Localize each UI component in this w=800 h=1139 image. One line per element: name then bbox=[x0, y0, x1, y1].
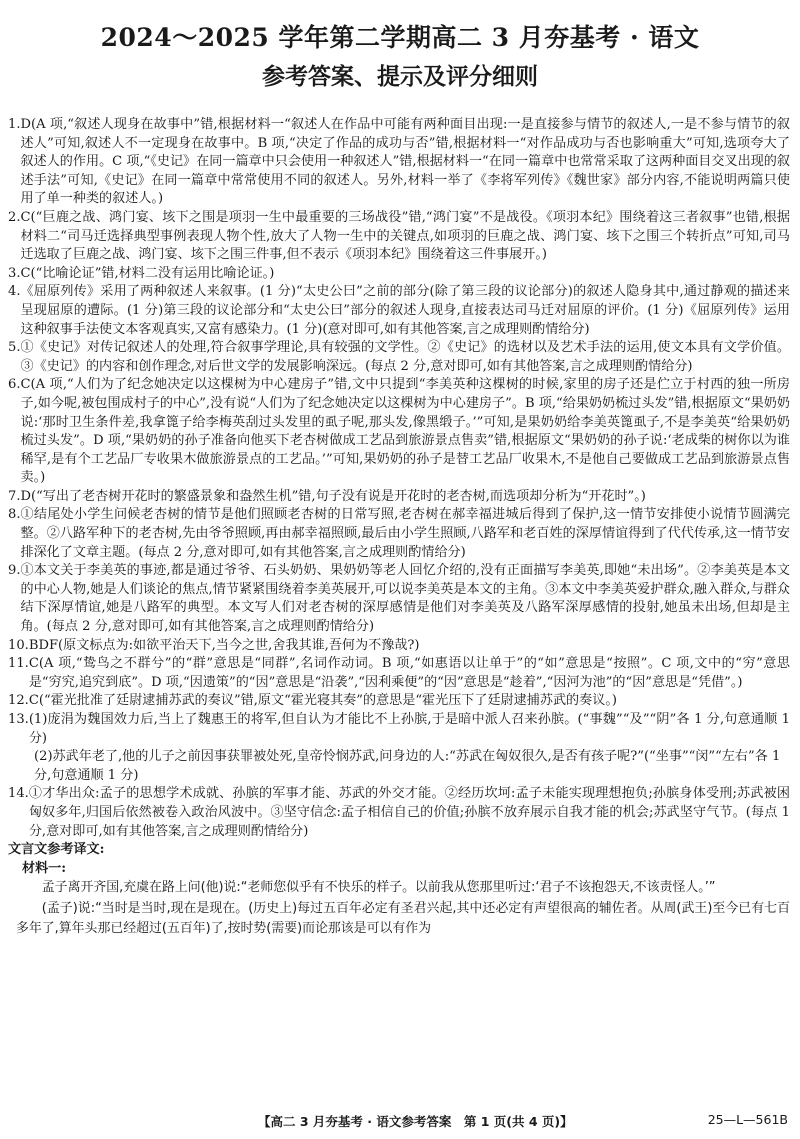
answer-text: C(“霍光批准了廷尉逮捕苏武的奏议”错,原文“霍光寝其奏”的意思是“霍光压下了廷尉逮捕苏武的奏议。) bbox=[28, 693, 617, 709]
answer-item-4 bbox=[8, 283, 790, 339]
answer-text: D(A 项,“叙述人现身在故事中”错,根据材料一“叙述人在作品中可能有两种面目出现:一是直接参与情节的叙述人,一是不参与情节的叙述人”可知,叙述人不一定现身在故事中。B 项,“决定了作品的成功与否”错,根据材料一“对作品成功与否也影响重大”可知,选项夸大了叙述人的作用。C 项,“《史记》在同一篇章中只会使用一种叙述人”错,根据材料一“在同一篇章中也常常采取了这两种面目交叉出现的叙述手法”可知,《史记》在同一篇章中常常使用不同的叙述人。另外,材料一举了《李将军列传》《魏世家》部分内容,不能说明两篇只使用了单一种类的叙述人。) bbox=[20, 117, 790, 207]
answer-number: 13. bbox=[8, 712, 29, 727]
answer-number: 9. bbox=[8, 563, 21, 579]
answer-item-7 bbox=[8, 488, 790, 507]
material-label: 材料一: bbox=[22, 860, 67, 876]
answer-text: C(“比喻论证”错,材料二没有运用比喻论证。) bbox=[20, 265, 275, 281]
page-subtitle: 参考答案、提示及评分细则 bbox=[262, 63, 538, 90]
answer-number: 14. bbox=[8, 786, 29, 802]
answer-text: C(A 项,“鸷鸟之不群兮”的“群”意思是“同群”,名词作动词。B 项,“如惠语以让单于”的“如”意思是“按照”。C 项,文中的“穷”意思是“穷究,追究到底”。D 项,“因遗策”的“因”意思是“沿袭”,“因利乘便”的“因”意思是“趁着”,“因河为池”的“因”意思是“凭借”。) bbox=[28, 656, 790, 690]
page-footer bbox=[0, 1112, 800, 1132]
translation-heading: 文言文参考译文: bbox=[8, 842, 105, 858]
answer-number: 2. bbox=[8, 209, 21, 225]
answer-text: ①结尾处小学生问候老杏树的情节是他们照顾老杏树的日常写照,老杏树在郝幸福进城后得到了保护,这一情节安排使小说情节圆满完整。②八路军种下的老杏树,先由爷爷照顾,再由郝幸福照顾,最后由小学生照顾,八路军和老百姓的深厚情谊得到了代代传承,这一情节安排深化了文章主题。(每点 2 分,意对即可,如有其他答案,言之成理则酌情给分) bbox=[20, 507, 790, 560]
answer-text: ①《史记》对传记叙述人的处理,符合叙事学理论,具有较强的文学性。②《史记》的选材以及艺术手法的运用,使文本具有文学价值。③《史记》的内容和创作理念,对后世文学的发展影响深远。(每点 2 分,意对即可,如有其他答案,言之成理则酌情给分) bbox=[20, 340, 790, 374]
answer-number: 10. bbox=[8, 637, 29, 653]
answer-item-3 bbox=[8, 265, 790, 284]
answer-item-10 bbox=[8, 637, 790, 656]
answer-item-5 bbox=[8, 339, 790, 376]
footer-page-info: 【高二 3 月夯基考 · 语文参考答案 第 1 页(共 4 页)】 bbox=[258, 1114, 573, 1129]
footer-code: 25—L—561B bbox=[707, 1112, 788, 1127]
answer-text: ①才华出众:孟子的思想学术成就、孙膑的军事才能、苏武的外交才能。②经历坎坷:孟子未能实现理想抱负;孙膑身体受刑;苏武被困匈奴多年,归国后依然被卷入政治风波中。③坚守信念:孟子相信自己的价值;孙膑不放弃展示自我才能的机会;苏武坚守气节。(每点 1 分,意对即可,如有其他答案,言之成理则酌情给分) bbox=[28, 786, 790, 839]
answer-13-part-2: (2)苏武年老了,他的儿子之前因事获罪被处死,皇帝怜悯苏武,问身边的人:“苏武在匈奴很久,是否有孩子呢?”(“坐事”“闵”“左右”各 1 分,句意通顺 1 分) bbox=[34, 749, 781, 783]
answer-item-1 bbox=[8, 116, 790, 209]
answer-body bbox=[8, 116, 790, 940]
answer-number: 4. bbox=[8, 284, 21, 300]
answer-text: C(A 项,“人们为了纪念她决定以这棵树为中心建房子”错,文中只提到“李美英种这棵树的时候,家里的房子还是伫立于村西的独一所房子,如今呢,被包围成村子的中心”,没有说“人们为了纪念她决定以这棵树为中心建房子”。B 项,“给果奶奶梳过头发”错,根据原文“果奶奶说:‘那时卫生条件差,我拿篦子给李梅英刮过头发里的虱子呢,那头发,像黑缎子。’”可知,是果奶奶给李美英篦虱子,不是李美英“给果奶奶梳过头发”。D 项,“果奶奶的孙子准备向他买下老杏树做成工艺品到旅游景点售卖”错,根据原文“果奶奶的孙子说:‘老成柴的树你以为谁稀罕,是有个工艺品厂专收果木做旅游景点的工艺品。’”可知,果奶奶的孙子是替工艺品厂收果木,不是他自己要做成工艺品到旅游景点售卖。) bbox=[20, 377, 790, 486]
answer-item-8 bbox=[8, 506, 790, 562]
translation-paragraph: (孟子)说:“当时是当时,现在是现在。(历史上)每过五百年必定有圣君兴起,其中还必定有声望很高的辅佐者。从周(武王)至今已有七百多年了,算年头那已经超过(五百年)了,按时势(需要)而论那该是可以有作为 bbox=[16, 900, 790, 937]
answer-text: (1)庞涓为魏国效力后,当上了魏惠王的将军,但自认为才能比不上孙膑,于是暗中派人召来孙膑。(“事魏”“及”“阴”各 1 分,句意通顺 1 分) bbox=[28, 712, 790, 746]
answer-item-9 bbox=[8, 562, 790, 636]
answer-item-13 bbox=[8, 711, 790, 748]
answer-item-2 bbox=[8, 209, 790, 265]
answer-number: 1. bbox=[8, 117, 21, 132]
answer-number: 7. bbox=[8, 488, 21, 504]
answer-item-12 bbox=[8, 692, 790, 711]
page-title: 2024～2025 学年第二学期高二 3 月夯基考 · 语文 bbox=[100, 23, 700, 52]
answer-item-11 bbox=[8, 655, 790, 692]
answer-text: BDF(原文标点为:如欲平治天下,当今之世,舍我其谁,吾何为不豫哉?) bbox=[28, 637, 420, 653]
answer-number: 3. bbox=[8, 265, 21, 281]
translation-paragraph: 孟子离开齐国,充虞在路上问(他)说:“老师您似乎有不快乐的样子。以前我从您那里听过:‘君子不该抱怨天,不该责怪人。’” bbox=[41, 880, 716, 896]
answer-number: 5. bbox=[8, 340, 21, 356]
answer-item-6 bbox=[8, 376, 790, 488]
answer-number: 12. bbox=[8, 693, 29, 709]
answer-number: 8. bbox=[8, 507, 21, 523]
answer-item-14 bbox=[8, 785, 790, 841]
answer-text: C(“巨鹿之战、鸿门宴、垓下之围是项羽一生中最重要的三场战役”错,“鸿门宴”不是战役。《项羽本纪》围绕着这三者叙事”也错,根据材料二“司马迁选择典型事例表现人物个性,放大了人物一生中的关键点,如项羽的巨鹿之战、鸿门宴、垓下之围三个转折点”可知,司马迁选取了巨鹿之战、鸿门宴、垓下之围三件事,但不表示《项羽本纪》围绕着这三件事展开。) bbox=[20, 209, 790, 263]
answer-text: 《屈原列传》采用了两种叙述人来叙事。(1 分)“太史公曰”之前的部分(除了第三段的议论部分)的叙述人隐身其中,通过静观的描述来呈现屈原的遭际。(1 分)第三段的议论部分和“太史公曰”部分的叙述人现身,直接表达司马迁对屈原的评价。(1 分)《屈原列传》运用这种叙事手法使文本客观真实,又富有感染力。(1 分)(意对即可,如有其他答案,言之成理则酌情给分) bbox=[20, 284, 790, 337]
answer-number: 11. bbox=[8, 656, 29, 672]
answer-text: ①本文关于李美英的事迹,都是通过爷爷、石头奶奶、果奶奶等老人回忆介绍的,没有正面描写李美英,即她“未出场”。②李美英是本文的中心人物,她是人们谈论的焦点,情节紧紧围绕着李美英展开,可以说李美英是本文的主角。③本文中李美英爱护群众,融入群众,与群众结下深厚情谊,她是八路军的典型。本文写人们对老杏树的深厚感情是他们对李美英及八路军深厚感情的投射,她虽未出场,但却是主角。(每点 2 分,意对即可,如有其他答案,言之成理则酌情给分) bbox=[20, 563, 790, 635]
answer-number: 6. bbox=[8, 377, 21, 393]
answer-text: D(“写出了老杏树开花时的繁盛景象和盎然生机”错,句子没有说是开花时的老杏树,而选项却分析为“开花时”。) bbox=[20, 488, 646, 504]
